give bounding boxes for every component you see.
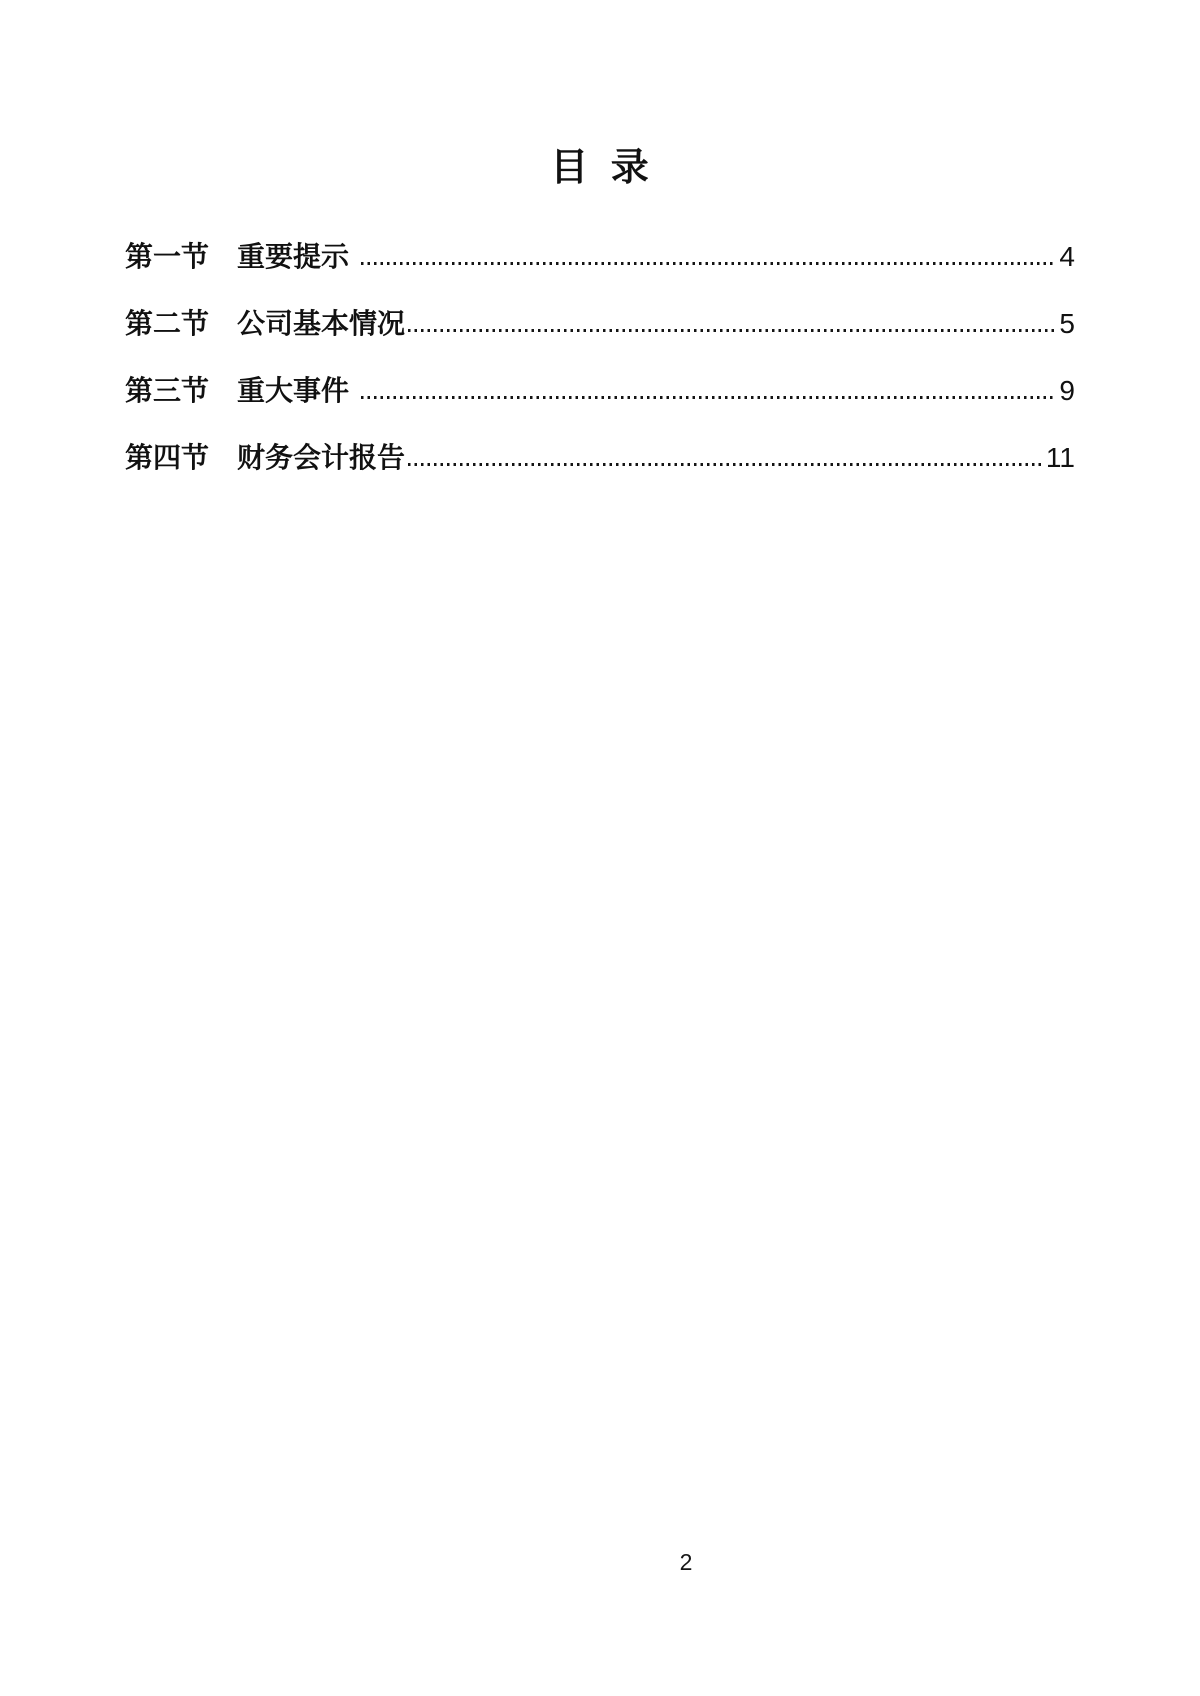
toc-page-number: 5 [1059, 308, 1075, 339]
toc-page-number: 4 [1059, 241, 1075, 272]
toc-section-label: 第三节 [125, 376, 210, 407]
toc-section-label: 第一节 [125, 242, 210, 273]
dot-leader [361, 396, 1055, 399]
toc-section-label: 第四节 [125, 443, 210, 474]
toc-chapter-title: 财务会计报告 [237, 443, 406, 474]
toc-entry[interactable] [125, 242, 1075, 271]
toc-entry[interactable] [125, 376, 1075, 405]
toc-chapter-title: 重大事件 [237, 376, 350, 407]
toc-chapter-title: 公司基本情况 [237, 309, 406, 340]
dot-leader [408, 463, 1042, 466]
toc-section-label: 第二节 [125, 309, 210, 340]
page-footer [0, 1549, 1200, 1575]
page-title: 目 录 [550, 147, 650, 189]
table-of-contents [125, 242, 1075, 510]
dot-leader [408, 329, 1055, 332]
footer-page-number: 2 [679, 1549, 693, 1575]
toc-entry[interactable] [125, 443, 1075, 472]
toc-entry[interactable] [125, 309, 1075, 338]
toc-chapter-title: 重要提示 [237, 242, 350, 273]
dot-leader [361, 262, 1055, 265]
toc-page-number: 9 [1059, 375, 1075, 406]
toc-page-number: 11 [1045, 442, 1075, 473]
